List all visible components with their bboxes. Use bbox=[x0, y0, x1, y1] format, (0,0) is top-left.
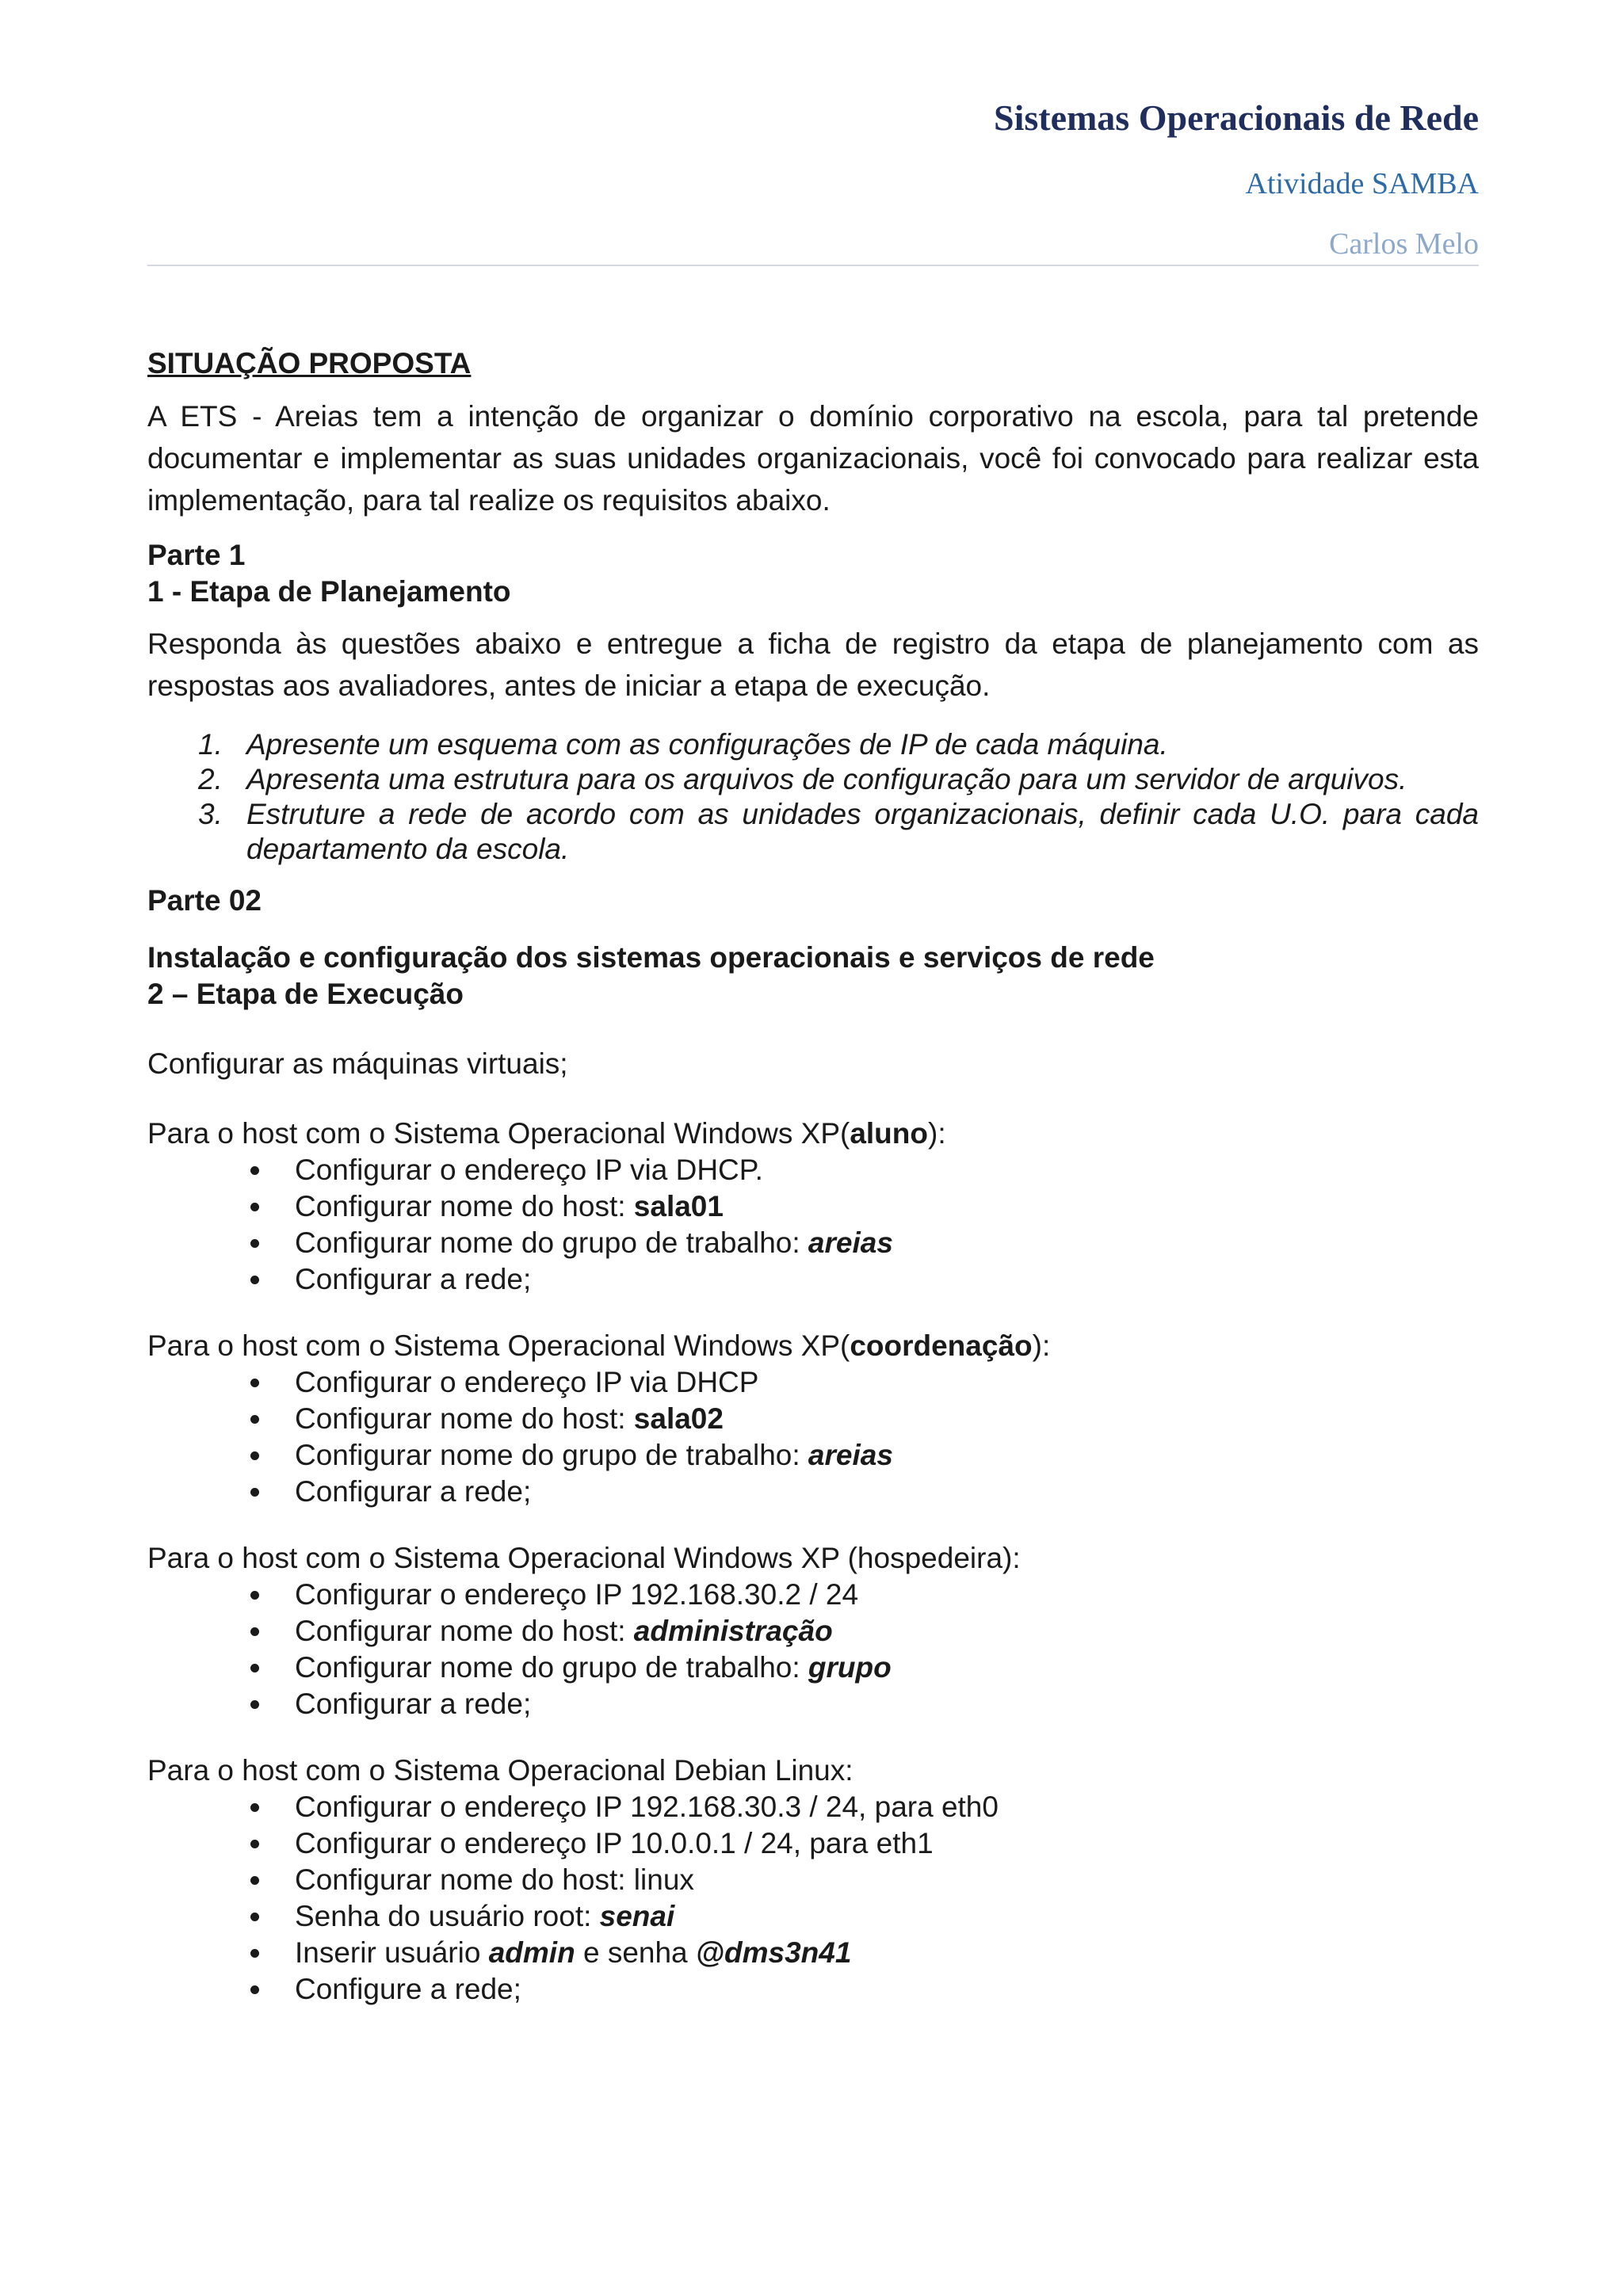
host1-intro bbox=[147, 1116, 1479, 1152]
question-text: Apresenta uma estrutura para os arquivos de configuração para um servidor de arquivos. bbox=[246, 763, 1407, 795]
parte1-subtitle: 1 - Etapa de Planejamento bbox=[147, 575, 511, 608]
host3-config-list bbox=[147, 1577, 1479, 1722]
list-item bbox=[147, 1935, 1479, 1971]
parte2-title: Parte 02 bbox=[147, 884, 262, 917]
question-text: Estruture a rede de acordo com as unidades organizacionais, definir cada U.O. para cada departamento da escola. bbox=[246, 798, 1479, 865]
host2-intro bbox=[147, 1328, 1479, 1364]
document-body bbox=[147, 342, 1479, 2008]
bullet-icon bbox=[250, 1949, 259, 1958]
item-value: grupo bbox=[808, 1651, 892, 1684]
question-number: 3. bbox=[198, 798, 223, 830]
bullet-icon bbox=[250, 1379, 259, 1387]
host1-intro-prefix: Para o host com o Sistema Operacional Windows XP( bbox=[147, 1117, 850, 1150]
bullet-icon bbox=[250, 1203, 259, 1211]
item-value: sala02 bbox=[633, 1402, 724, 1435]
list-item bbox=[147, 1577, 1479, 1613]
header-author: Carlos Melo bbox=[1329, 227, 1479, 261]
item-text: Configurar o endereço IP via DHCP bbox=[295, 1366, 759, 1398]
parte1-paragraph: Responda às questões abaixo e entregue a ficha de registro da etapa de planejamento com as respostas aos avaliadores, antes de iniciar a etapa de execução. bbox=[147, 627, 1479, 702]
bullet-icon bbox=[250, 1803, 259, 1812]
item-text: Configurar a rede; bbox=[295, 1263, 532, 1295]
item-text: Senha do usuário root: bbox=[295, 1900, 600, 1932]
list-item bbox=[147, 762, 1479, 797]
item-text: Configurar nome do host: bbox=[295, 1615, 634, 1647]
situacao-title: SITUAÇÃO PROPOSTA bbox=[147, 347, 472, 379]
question-number: 2. bbox=[198, 763, 223, 795]
question-text: Apresente um esquema com as configurações de IP de cada máquina. bbox=[246, 728, 1168, 761]
item-text: Configurar nome do grupo de trabalho: bbox=[295, 1651, 808, 1684]
host2-intro-prefix: Para o host com o Sistema Operacional Windows XP( bbox=[147, 1329, 850, 1362]
list-item bbox=[147, 1225, 1479, 1261]
parte2-heading: Instalação e configuração dos sistemas operacionais e serviços de rede bbox=[147, 941, 1155, 974]
bullet-icon bbox=[250, 1415, 259, 1424]
item-value: areias bbox=[808, 1226, 893, 1259]
item-value: admin bbox=[488, 1936, 575, 1969]
item-text: Configurar o endereço IP 192.168.30.2 / 24 bbox=[295, 1578, 859, 1611]
list-item bbox=[147, 1971, 1479, 2008]
header-divider bbox=[147, 265, 1479, 266]
parte1-title: Parte 1 bbox=[147, 539, 246, 571]
host2-config-list bbox=[147, 1364, 1479, 1510]
item-text: Configurar o endereço IP 192.168.30.3 / 24, para eth0 bbox=[295, 1791, 999, 1823]
bullet-icon bbox=[250, 1451, 259, 1460]
item-text: Configurar a rede; bbox=[295, 1688, 532, 1720]
item-value: administração bbox=[633, 1615, 833, 1647]
bullet-icon bbox=[250, 1913, 259, 1921]
list-item bbox=[147, 1261, 1479, 1298]
host3-intro: Para o host com o Sistema Operacional Windows XP (hospedeira): bbox=[147, 1542, 1021, 1574]
document-header bbox=[147, 0, 1479, 266]
document-page bbox=[147, 0, 1479, 2005]
list-item bbox=[147, 1401, 1479, 1437]
list-item bbox=[147, 1862, 1479, 1898]
bullet-icon bbox=[250, 1985, 259, 1994]
list-item bbox=[147, 1898, 1479, 1935]
bullet-icon bbox=[250, 1876, 259, 1885]
list-item bbox=[147, 797, 1479, 867]
list-item bbox=[147, 1364, 1479, 1401]
host1-role: aluno bbox=[850, 1117, 928, 1150]
item-text: Configurar o endereço IP via DHCP. bbox=[295, 1154, 763, 1186]
bullet-icon bbox=[250, 1664, 259, 1672]
list-item bbox=[147, 1474, 1479, 1510]
list-item bbox=[147, 1613, 1479, 1650]
item-text: Configurar nome do grupo de trabalho: bbox=[295, 1439, 808, 1471]
bullet-icon bbox=[250, 1166, 259, 1175]
bullet-icon bbox=[250, 1840, 259, 1848]
host2-role: coordenação bbox=[850, 1329, 1033, 1362]
list-item bbox=[147, 1437, 1479, 1474]
item-text: Configurar nome do host: bbox=[295, 1190, 634, 1222]
list-item bbox=[147, 1825, 1479, 1862]
parte2-intro: Configurar as máquinas virtuais; bbox=[147, 1047, 568, 1080]
item-text: Configurar o endereço IP 10.0.0.1 / 24, para eth1 bbox=[295, 1827, 934, 1859]
host2-intro-suffix: ): bbox=[1032, 1329, 1051, 1362]
bullet-icon bbox=[250, 1700, 259, 1709]
host1-intro-suffix: ): bbox=[928, 1117, 946, 1150]
item-text: e senha bbox=[575, 1936, 696, 1969]
item-value: sala01 bbox=[633, 1190, 724, 1222]
item-text: Inserir usuário bbox=[295, 1936, 489, 1969]
item-text: Configure a rede; bbox=[295, 1973, 521, 2005]
header-title: Sistemas Operacionais de Rede bbox=[993, 97, 1479, 138]
item-text: Configurar nome do host: linux bbox=[295, 1863, 694, 1896]
list-item bbox=[147, 1152, 1479, 1188]
bullet-icon bbox=[250, 1488, 259, 1497]
item-text: Configurar nome do host: bbox=[295, 1402, 634, 1435]
list-item bbox=[147, 1686, 1479, 1722]
situacao-paragraph: A ETS - Areias tem a intenção de organizar o domínio corporativo na escola, para tal pretende documentar e implementar as suas unidades organizacionais, você foi convocado para realizar esta implementação, para tal realize os requisitos abaixo. bbox=[147, 400, 1479, 517]
list-item bbox=[147, 1188, 1479, 1225]
list-item bbox=[147, 727, 1479, 762]
bullet-icon bbox=[250, 1276, 259, 1284]
item-value: areias bbox=[808, 1439, 893, 1471]
planning-questions-list bbox=[147, 727, 1479, 867]
item-value: @dms3n41 bbox=[695, 1936, 852, 1969]
item-text: Configurar a rede; bbox=[295, 1475, 532, 1508]
list-item bbox=[147, 1789, 1479, 1825]
host1-config-list bbox=[147, 1152, 1479, 1298]
item-value: senai bbox=[599, 1900, 675, 1932]
bullet-icon bbox=[250, 1239, 259, 1248]
list-item bbox=[147, 1650, 1479, 1686]
host4-config-list bbox=[147, 1789, 1479, 2008]
question-number: 1. bbox=[198, 728, 223, 761]
host4-intro: Para o host com o Sistema Operacional Debian Linux: bbox=[147, 1754, 854, 1787]
parte2-subheading: 2 – Etapa de Execução bbox=[147, 978, 464, 1010]
item-text: Configurar nome do grupo de trabalho: bbox=[295, 1226, 808, 1259]
header-subtitle: Atividade SAMBA bbox=[1245, 167, 1479, 200]
bullet-icon bbox=[250, 1591, 259, 1600]
bullet-icon bbox=[250, 1627, 259, 1636]
